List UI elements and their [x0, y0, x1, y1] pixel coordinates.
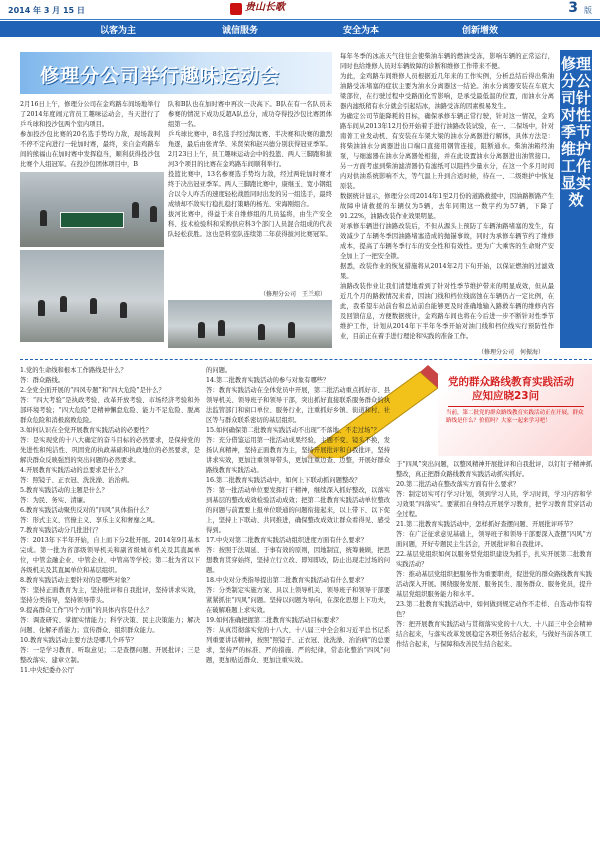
player-figure [90, 298, 97, 314]
player-figure [132, 202, 139, 218]
article1-title: 修理分公司举行趣味运动会 [40, 65, 281, 87]
logo-emblem-icon [230, 3, 242, 15]
promo-subtext: 当前，第二批党的群众路线教育实践活动正在开展，群众路线是什么？价值吗？大家一起来学习吧！ [446, 410, 584, 424]
player-figure [198, 322, 205, 338]
player-figure [40, 210, 47, 226]
promo-box [438, 364, 592, 456]
section-divider [20, 359, 592, 360]
slogan-item: 以客为主 [100, 26, 137, 36]
article1-column-1: 2月16日上午，修理分公司在金鸡路车间场地举行了2014年度闹元宵员工趣味运动会，当天进行了乒乓球和投沙包两个室内项目。 参加投沙包比赛的20名选手势均力敌，现场裁判不停不定向进行一轮加时赛，最终，来自金鸡路车间的熊福山在加时赛中发挥稳当，顺利获得投沙包比赛个人组冠军。在投沙包团体项目中，B [20, 101, 160, 168]
article2-body: 每年冬季的冰冻天气往往会使柴油车辆的燃油受冻，影响车辆的正常运行，同时也给维修人员对车辆故障的诊断和维修工作带来不便。 为此，金鸡路车间维修人员根据近几年来的工作实例，分析总结后得出柴油油路受冻堵塞的症状主要为油水分离器这一结论。油水分离器安装在车底大梁部位，在行驶过程中受路面化雪影响，是承受最低温的位置，而油水分离器内滤纸稍有水分就会引起结冰，油路受冻的因素极易发生。 为确定公司节能降耗的目标，确保承修车辆正常行驶，针对这一情况，金鸡路车间从2013年12月份开始着手进行油路改装试验，在一、二保场中，针对南菁工业发动机、有安装在车架大梁的油水分离器进行解体，具体方法是：将柴油油水分离器进出口端口直接用钢管连接，阻断通水。柴油油箱经油泵，与细滤器在油水分离器处相接，并在此设置油水分离器进出油管接口。另一方面考虑到柴油滤清器仍有滤纸可以阻挡少量水分，在这一个多月时间内对供油系统影响不大，等气温上升到合适时候，待在一、二级维护中恢复原装。 数据统计显示，修理分公司2014年1至2月份的道路救援中，因油路断路产生故障申请救援的车辆仅为5辆，去年同期这一数字约为57辆，下降了91.22%，油路改装作业效果明显。 对承修车辆进行油路改装后，不但从源头上预防了车辆油路堵塞的发生，有效减少了车辆冬季因油路堵塞造成的抛锚事故，同时为承修车辆节约了维修成本，提高了车辆冬季行车的安全性和有效性。更为广大乘客的生命财产安全加上了一把安全锁。 据悉，改装作业的恢复措施将从2014年2月下旬开始，以保证燃油的过滤效果。 油路改装作业让我们清楚地看到了针对性季节维护带来的明显成效，但从最近几个月的路救情况来看，因油门线和档位线腐蚀在车辆仍占一定比例，在此，我希望车站前台和总站前台能够更及时准确地输入路救车辆的维修内容及回馈信息，方便数据统计，金鸡路车间也将在今后进一步不断针对性季节维护工作，计划从2014年下半年冬季开始对油门线和档位线实行预防性作业，目前正在着手进行理论和实践的准备工作。 [340, 53, 554, 340]
slogan-item: 创新增效 [462, 26, 499, 36]
article1-column-2: 队和B队也在加时赛中再次一决高下。B队在有一名队员未参赛的情况下成功反超A队总分，成功夺得投沙包比赛团体组第一名。 乒乓球比赛中，8名选手经过淘汰赛、半决赛和决赛的激烈角逐，最后由张青华、米贤荣和赵兴德分别获得冠亚季军。 2月23日上午，员工趣味运动会中的投篮、两人三脚跑和拔河3个项目的比赛在金鸡路车间顺利举行。 投篮比赛中，13名参赛选手势均力敌，经过两轮加时赛才终于决出冠亚季军。两人三脚跑比赛中，康继玉、宽小钢组合以令人咋舌的速度轻松战胜同时出发的另一组选手，最终成绩却不敌实行稳扎稳打策略的杨光、宋海刚组合。 拔河比赛中，得益于来自维修组的几员猛将，由生产安全科、技术检验科和采购供应科3个部门人员混合组成的代表队轻松获胜。这也是料室队连续第二年获得拔河比赛冠军。 [168, 101, 332, 238]
photo-relay-race [168, 300, 332, 348]
photo-table-tennis [20, 172, 164, 247]
qa-column-2: 的问题。 14.第二批教育实践活动的参与对象有哪些？ 答：教育实践活动在全体党员中开展，第二批活动重点抓好市、县领导机关、领导班子和领导干部，突出抓好直接联系服务群众的执法监管部门和窗口单位、服务行业，注重抓好乡镇、街道和村、社区等与群众联系密切的基层组织。 15.如何确保第二批教育实践活动不出现“不落地、不走过场”？ 答：充分借鉴运用第一批活动成果经验，主题不变、镜头不换，发扬认真精神，坚持正面教育为主，坚持开展批评和自我批评，坚持讲求实效，更加注重领导带头，更加注重边查、边整，开展好群众路线教育实践活动。 16.第二批教育实践活动中，如何上下联动抓问题整改？ 答：第一批活动单位要发挥打干精神，继续深入抓好整改，以落实到基层的整改成效检验活动成效；把第二批教育实践活动单位整改的问题与前置要上报单位联通的问题衔接起来，以上带下、以下促上，坚持上下联动、共同推进，确保整改成效让群众看得见、感受得到。 17.中央对第二批教育实践活动组织进度方面有什么要求？ 答：按照于法周延、于事有效的原则，因地制宜，统筹兼顾，把思想教育贯穿始终，坚持立行立改、即知即改，防止出现走过场的问题。 18.中央对分类指导提出第二批教育实践活动有什么要求？ 答：分类制定实施方案、具以上领导机关、领导班子和领导干部要紧紧抓住“四风”问题。坚持以问题为导向，在深化思想上下功夫，在破解难题上求实效。 19.如何准确把握第二批教育实践活动目标要求？ 答：从真贯彻落实党的十八大、十八届三中全会和习近平总书记系列重要讲话精神，按照“照镜子、正衣冠、洗洗澡、治治病”的总要求，坚持严的标准、严的措施、严的纪律，常态化整治“四风”问题，更加贴近群众、更加注重实效。 [206, 367, 390, 664]
player-figure [218, 320, 225, 336]
newspaper-logo [230, 2, 330, 17]
player-figure [60, 296, 67, 312]
article1-byline: （修理分公司 王兰琼） [260, 291, 327, 298]
player-figure [120, 302, 127, 318]
page-header [0, 0, 600, 20]
player-figure [150, 206, 157, 222]
slogan-bar [0, 21, 600, 37]
ping-pong-table [60, 212, 124, 228]
photo-sack-throw [20, 250, 164, 342]
issue-date: 2014 年 3 月 15 日 [8, 6, 85, 15]
promo-headline-1: 党的群众路线教育实践活动 [448, 376, 574, 388]
promo-headline-2: 应知应晓23问 [472, 390, 540, 402]
page-label: 版 [584, 6, 592, 15]
slogan-item: 诚信服务 [222, 26, 259, 36]
qa-column-1: 1.党的生命线和根本工作路线是什么？ 答：群众路线。 2.全党全面开展的“四风专题”和“四大危险”是什么？ 答：“四大考验”是执政考验、改革开放考验、市场经济考验和外部环境考验；“四大危险”是精神懈怠危险、能力不足危险、脱离群众危险和消极腐败危险。 3.如何认识在全党开展教育实践活动的必要性？ 答：是实现党的十八大确定的奋斗目标的必然要求，是保持党的先进性和纯洁性、巩固党的执政基础和执政地位的必然要求，是解决群众反映强烈的突出问题的必然要求。 4.开展教育实践活动的总要求是什么？ 答：照镜子、正衣冠、洗洗澡、治治病。 5.教育实践活动的主题是什么？ 答：为民、务实、清廉。 6.教育实践活动聚焦反对的“四风”具体指什么？ 答：形式主义、官僚主义、享乐主义和奢靡之风。 7.教育实践活动分几批进行？ 答：2013年下半年开始，自上而下分2批开展。2014年9月基本完成。第一批为省部级领导机关和副省级城市机关及其直属单位，中管金融企业、中管企业、中管高等学校；第二批为省以下各级机关及其直属单位和基层组织。 8.教育实践活动主要针对的是哪些对象？ 答：坚持正面教育为主，坚持批评和自我批评，坚持讲求实效，坚持分类指导，坚持领导带头。 9.提高群众工作“四个方面”的具体内容是什么？ 答：调查研究、掌握实情能力；科学决策、民主决策能力；解决问题、化解矛盾能力；宣传群众、组织群众能力。 10.教育实践活动主要方法是哪几个环节？ 答：一是学习教育、听取意见；二是查摆问题、开展批评；三是整改落实、建章立制。 11.中央纪委办公厅 [20, 367, 200, 674]
player-figure [38, 300, 45, 316]
article1-title-banner [20, 52, 332, 94]
logo-text: 贵山长歌 [245, 2, 285, 13]
slogan-item: 安全为本 [343, 26, 380, 36]
page-number: 3 [568, 0, 578, 16]
qa-column-3: 于“四风”突出问题，以整风精神开展批评和自我批评，以钉钉子精神抓整改，真正把群众路线教育实践活动抓实抓好。 20.第二批活动在整改落实方面有什么要求？ 答：制定切实可行学习计划，领到学习人员，学习时间，学习内容和学习效果“四落实”。要紧扣自身特点开展学习教育，把学习教育贯穿活动全过程。 21.第二批教育实践活动中，怎样抓好查摆问题、开展批评环节？ 答：在广泛征求意见基础上，领导班子和领导干部要深入查摆“四风”方面问题，开好专题民主生活会，开展批评和自我批评。 22.基层党组织如何以服务型党组织建设为抓手，扎实开展第二批教育实践活动？ 答：推动基层党组织把服务作为重要职责，促进党的群众路线教育实践活动深入开展。围绕服务发展、服务民生、服务群众、服务党员，提升基层党组织服务能力和水平。 23.第二批教育实践活动中，如何做到规定动作不走样、自选动作有特色？ 答：把开展教育实践活动与贯彻落实党的十八大、十八届三中全会精神结合起来，与落实改革发展稳定各项任务结合起来，与做好当前各项工作结合起来，与保障和改善民生结合起来。 [396, 461, 592, 648]
article2-byline: （修理分公司 何振海） [478, 349, 545, 356]
article2-title-vertical [560, 50, 592, 348]
player-figure [258, 324, 265, 340]
player-figure [288, 322, 295, 338]
promo-rule [448, 406, 584, 407]
article2-title: 修理分公司针对性季节维护工作显实效 [560, 55, 591, 209]
